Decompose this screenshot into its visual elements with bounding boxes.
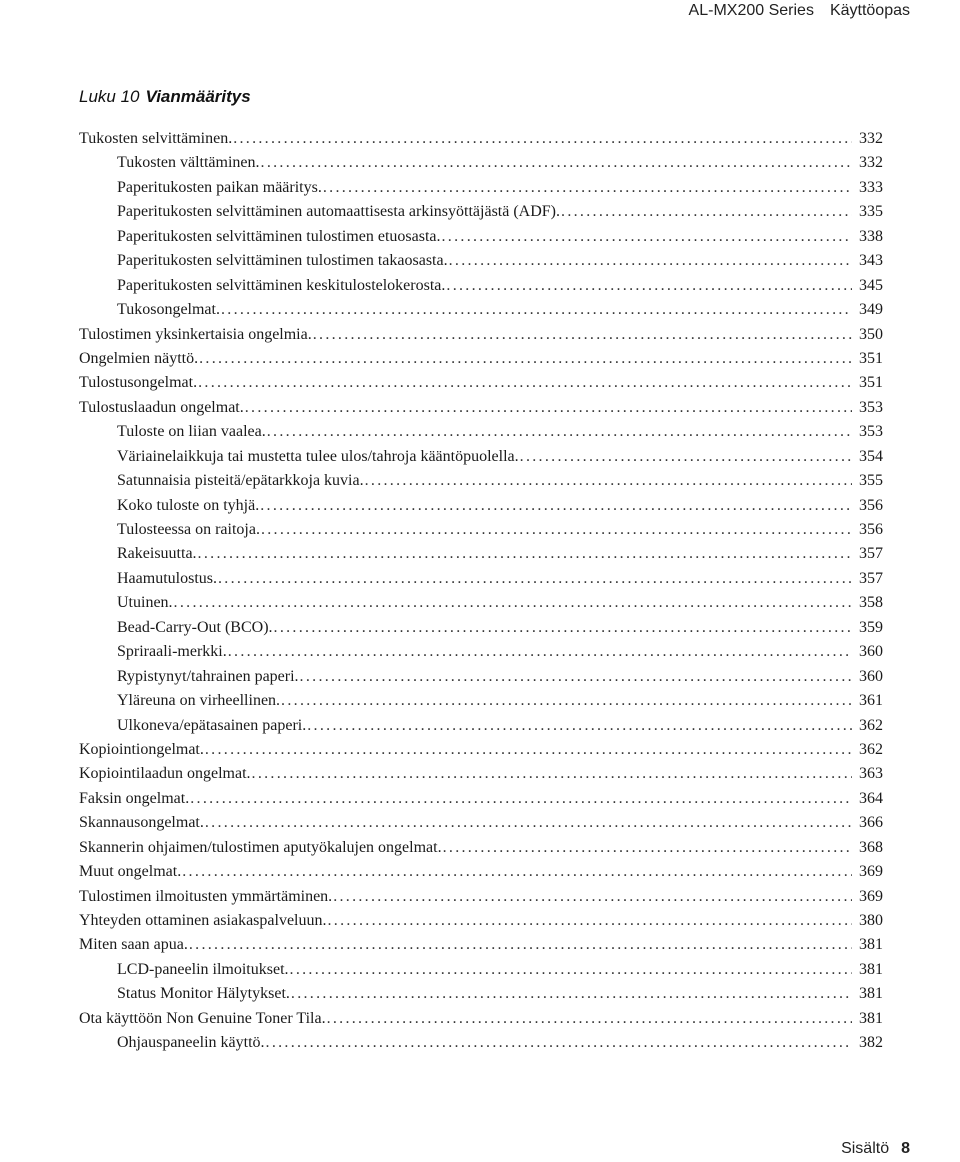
toc-entry[interactable]	[79, 860, 883, 884]
dot-leader	[281, 689, 852, 713]
toc-entry-page[interactable]: 353	[859, 423, 883, 441]
toc-entry-title[interactable]: Koko tuloste on tyhjä.	[117, 496, 260, 514]
dot-leader	[205, 811, 852, 835]
toc-entry-page[interactable]: 356	[859, 496, 883, 514]
dot-leader	[261, 518, 852, 542]
toc-entry-page[interactable]: 360	[859, 643, 883, 661]
toc-entry-page[interactable]: 363	[859, 765, 883, 783]
toc-entry[interactable]	[79, 933, 883, 957]
product-name: AL-MX200 Series	[688, 2, 814, 19]
toc-entry-page[interactable]: 362	[859, 740, 883, 758]
toc-entry[interactable]	[79, 494, 883, 518]
chapter-title: Vianmääritys	[145, 87, 251, 106]
dot-leader	[323, 176, 852, 200]
toc-entry-title[interactable]: Paperitukosten paikan määritys.	[117, 178, 322, 196]
toc-entry-page[interactable]: 362	[859, 716, 883, 734]
toc-entry-title[interactable]: Spriraali-merkki.	[117, 643, 227, 661]
toc-entry-page[interactable]: 358	[859, 594, 883, 612]
dot-leader	[291, 982, 852, 1006]
dot-leader	[198, 542, 852, 566]
toc-entry[interactable]	[79, 616, 883, 640]
toc-entry-title[interactable]: Väriainelaikkuja tai mustetta tulee ulos/tahroja kääntöpuolella.	[117, 447, 519, 465]
toc-entry-page[interactable]: 381	[859, 985, 883, 1003]
toc-entry-page[interactable]: 333	[859, 178, 883, 196]
toc-entry-title[interactable]: Haamutulostus.	[117, 569, 217, 587]
toc-entry[interactable]	[79, 787, 883, 811]
toc-entry-page[interactable]: 361	[859, 692, 883, 710]
dot-leader	[327, 909, 852, 933]
toc-entry-page[interactable]: 357	[859, 545, 883, 563]
toc-entry-title[interactable]: Tukosten välttäminen.	[117, 154, 260, 172]
toc-entry-page[interactable]: 369	[859, 887, 883, 905]
toc-entry-page[interactable]: 332	[859, 154, 883, 172]
dot-leader	[228, 640, 852, 664]
toc-entry-page[interactable]: 356	[859, 521, 883, 538]
toc-entry[interactable]	[79, 1031, 883, 1055]
toc-entry-title[interactable]: Ongelmien näyttö.	[79, 349, 199, 367]
toc-entry[interactable]	[79, 762, 883, 786]
toc-entry-title[interactable]: LCD-paneelin ilmoitukset.	[117, 960, 289, 978]
toc-entry-page[interactable]: 382	[859, 1034, 883, 1052]
dot-leader	[290, 958, 852, 982]
toc-entry[interactable]	[79, 249, 883, 273]
toc-entry[interactable]	[79, 909, 883, 933]
dot-leader	[174, 591, 852, 615]
toc-entry[interactable]	[79, 982, 883, 1006]
dot-leader	[189, 933, 852, 957]
toc-entry-title[interactable]: Kopiointilaadun ongelmat.	[79, 765, 251, 783]
toc-entry-page[interactable]: 355	[859, 472, 883, 490]
toc-entry[interactable]	[79, 689, 883, 713]
toc-entry-title[interactable]: Tukosongelmat.	[117, 301, 220, 319]
toc-entry[interactable]	[79, 445, 883, 469]
toc-entry-page[interactable]: 351	[859, 374, 883, 392]
toc-entry-title[interactable]: Ota käyttöön Non Genuine Toner Tila.	[79, 1009, 326, 1027]
toc-entry[interactable]	[79, 591, 883, 615]
dot-leader	[199, 347, 852, 371]
toc-entry[interactable]	[79, 518, 883, 542]
toc-entry-title[interactable]: Skannausongelmat.	[79, 814, 204, 832]
dot-leader	[561, 200, 852, 224]
toc-entry[interactable]	[79, 714, 883, 738]
toc-entry[interactable]	[79, 151, 883, 175]
toc-entry[interactable]	[79, 958, 883, 982]
guide-name: Käyttöopas	[829, 2, 910, 19]
toc-entry-page[interactable]: 353	[859, 398, 883, 416]
dot-leader	[520, 445, 852, 469]
dot-leader	[446, 274, 852, 298]
dot-leader	[300, 665, 852, 689]
toc-entry-title[interactable]: Status Monitor Hälytykset.	[117, 985, 290, 1003]
toc-entry-title[interactable]: Muut ongelmat.	[79, 863, 182, 881]
dot-leader	[233, 127, 852, 151]
toc-entry-page[interactable]: 335	[859, 203, 883, 221]
toc-entry[interactable]	[79, 836, 883, 860]
toc-entry-page[interactable]: 364	[859, 789, 883, 807]
dot-leader	[252, 762, 852, 786]
dot-leader	[449, 249, 852, 273]
toc-entry-title[interactable]: Tulostimen yksinkertaisia ongelmia.	[79, 325, 312, 343]
toc-entry[interactable]	[79, 665, 883, 689]
dot-leader	[260, 494, 852, 518]
toc-entry[interactable]	[79, 469, 883, 493]
toc-entry-page[interactable]: 366	[859, 814, 883, 832]
toc-entry[interactable]	[79, 396, 883, 420]
toc-entry[interactable]	[79, 347, 883, 371]
toc-entry-title[interactable]: Tulostusongelmat.	[79, 374, 198, 392]
toc-entry-page[interactable]: 368	[859, 838, 883, 856]
toc-entry-title[interactable]: Tukosten selvittäminen.	[79, 130, 233, 147]
toc-entry-title[interactable]: Paperitukosten selvittäminen tulostimen etuosasta.	[117, 227, 441, 245]
running-footer	[841, 1138, 910, 1162]
toc-entry[interactable]	[79, 542, 883, 566]
toc-entry[interactable]	[79, 176, 883, 200]
toc-entry-title[interactable]: Tulostuslaadun ongelmat.	[79, 398, 244, 416]
toc-entry-title[interactable]: Yhteyden ottaminen asiakaspalveluun.	[79, 912, 327, 929]
toc-entry-page[interactable]: 381	[859, 960, 883, 978]
dot-leader	[198, 371, 852, 395]
dot-leader	[307, 714, 852, 738]
toc-entry-page[interactable]: 360	[859, 667, 883, 685]
dot-leader	[327, 1007, 852, 1031]
toc-entry[interactable]	[79, 567, 883, 591]
toc-entry-title[interactable]: Miten saan apua.	[79, 936, 188, 954]
dot-leader	[443, 836, 852, 860]
dot-leader	[218, 567, 852, 591]
footer-page-number: 8	[901, 1140, 910, 1157]
toc-entry[interactable]	[79, 420, 883, 444]
toc-entry-page[interactable]: 338	[859, 227, 883, 245]
toc-entry-title[interactable]: Ulkoneva/epätasainen paperi.	[117, 716, 307, 734]
toc-entry-page[interactable]: 345	[859, 276, 883, 294]
toc-entry[interactable]	[79, 738, 883, 762]
toc-entry-title[interactable]: Yläreuna on virheellinen.	[117, 692, 281, 710]
toc-entry-title[interactable]: Paperitukosten selvittäminen tulostimen takaosasta.	[117, 252, 448, 270]
dot-leader	[266, 1031, 852, 1055]
dot-leader	[190, 787, 852, 811]
toc-entry-title[interactable]: Paperitukosten selvittäminen keskitulostelokerosta.	[117, 276, 446, 294]
toc-entry[interactable]	[79, 274, 883, 298]
toc-entry-title[interactable]: Bead-Carry-Out (BCO).	[117, 618, 273, 636]
toc-entry-page[interactable]: 369	[859, 863, 883, 881]
toc-entry-title[interactable]: Tulosteessa on raitoja.	[117, 521, 260, 538]
toc-entry-title[interactable]: Rakeisuutta.	[117, 545, 197, 563]
toc-entry[interactable]	[79, 225, 883, 249]
toc-entry[interactable]	[79, 811, 883, 835]
toc-entry[interactable]	[79, 323, 883, 347]
toc-entry-page[interactable]: 380	[859, 912, 883, 929]
toc-entry[interactable]	[79, 885, 883, 909]
toc-entry-page[interactable]: 357	[859, 569, 883, 587]
toc-entry[interactable]	[79, 200, 883, 224]
dot-leader	[274, 616, 852, 640]
toc-entry-page[interactable]: 350	[859, 325, 883, 343]
chapter-number: Luku 10	[79, 87, 140, 106]
toc-entry-page[interactable]: 359	[859, 618, 883, 636]
toc-entry-title[interactable]: Tulostimen ilmoitusten ymmärtäminen.	[79, 887, 333, 905]
toc-entry-title[interactable]: Rypistynyt/tahrainen paperi.	[117, 667, 299, 685]
dot-leader	[333, 885, 852, 909]
toc-entry-title[interactable]: Satunnaisia pisteitä/epätarkkoja kuvia.	[117, 472, 364, 490]
toc-entry-title[interactable]: Tuloste on liian vaalea.	[117, 423, 266, 441]
table-of-contents	[79, 127, 883, 1056]
toc-entry-page[interactable]: 343	[859, 252, 883, 270]
toc-entry-page[interactable]: 354	[859, 447, 883, 465]
toc-entry-page[interactable]: 381	[859, 936, 883, 954]
chapter-heading	[79, 86, 251, 108]
toc-entry-page[interactable]: 351	[859, 349, 883, 367]
dot-leader	[245, 396, 852, 420]
dot-leader	[205, 738, 852, 762]
toc-entry[interactable]	[79, 298, 883, 322]
running-header	[689, 0, 910, 24]
toc-entry[interactable]	[79, 371, 883, 395]
dot-leader	[365, 469, 852, 493]
toc-entry-page[interactable]: 349	[859, 301, 883, 319]
dot-leader	[442, 225, 853, 249]
toc-entry-title[interactable]: Skannerin ohjaimen/tulostimen aputyökalujen ongelmat.	[79, 838, 442, 856]
dot-leader	[182, 860, 852, 884]
toc-entry-title[interactable]: Faksin ongelmat.	[79, 789, 190, 807]
toc-entry-title[interactable]: Kopiointiongelmat.	[79, 740, 204, 758]
toc-entry[interactable]	[79, 127, 883, 151]
toc-entry-page[interactable]: 381	[859, 1009, 883, 1027]
footer-section: Sisältö	[841, 1140, 890, 1157]
toc-entry[interactable]	[79, 1007, 883, 1031]
dot-leader	[267, 420, 852, 444]
toc-entry-title[interactable]: Ohjauspaneelin käyttö.	[117, 1034, 265, 1052]
toc-entry[interactable]	[79, 640, 883, 664]
toc-entry-title[interactable]: Paperitukosten selvittäminen automaattisesta arkinsyöttäjästä (ADF).	[117, 203, 561, 221]
toc-entry-page[interactable]: 332	[859, 130, 883, 147]
dot-leader	[313, 323, 852, 347]
dot-leader	[221, 298, 852, 322]
dot-leader	[261, 151, 852, 175]
toc-entry-title[interactable]: Utuinen.	[117, 594, 173, 612]
